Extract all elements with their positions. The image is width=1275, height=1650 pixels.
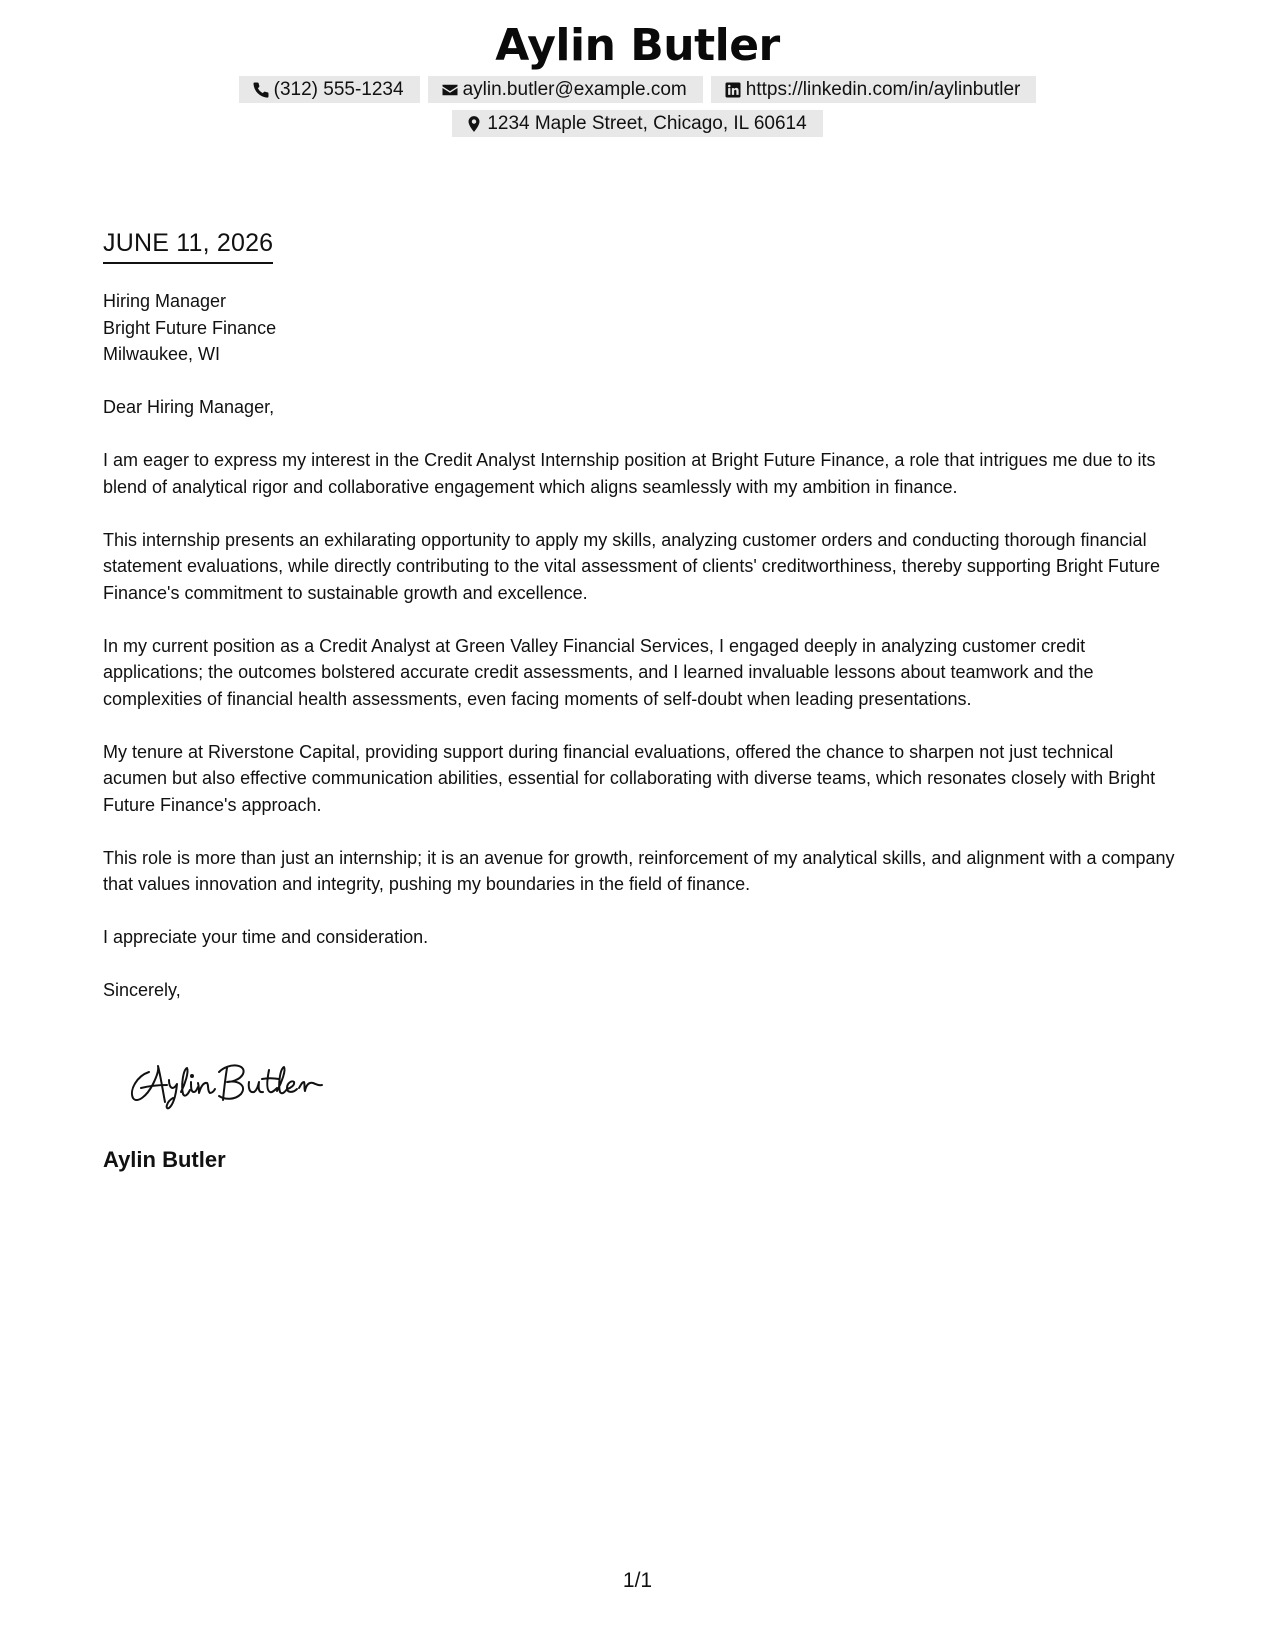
handwritten-signature [127,1058,337,1110]
letter-header [0,18,1275,137]
body-paragraph: I am eager to express my interest in the Credit Analyst Internship position at Bright Future Finance, a role that intrigues me due to its blend of analytical rigor and collaborative engagement which aligns seamlessly with my ambition in finance. [103,450,1156,497]
recipient-company: Bright Future Finance [103,317,277,338]
letter-body [103,288,1178,1030]
map-marker-icon [465,115,483,133]
recipient-title: Hiring Manager [103,291,227,311]
contact-row-primary [0,76,1275,103]
envelope-icon [441,81,459,99]
closing-line: Sincerely, [103,980,181,1000]
body-paragraph: My tenure at Riverstone Capital, providing support during financial evaluations, offered the chance to sharpen not just technical acumen but also effective communication abilities, essential for collaborating with diverse teams, which resonates closely with Bright Future Finance's approach. [103,741,1156,815]
letter-date: JUNE 11, 2026 [103,228,273,264]
page-indicator: 1/1 [622,1569,653,1592]
body-paragraph: In my current position as a Credit Analyst at Green Valley Financial Services, I engaged deeply in analyzing customer credit applications; the outcomes bolstered accurate credit assessments, and I learned invaluable lessons about teamwork and the complexities of financial health assessments, even facing moments of self-doubt when leading presentations. [103,635,1094,709]
phone-contact [239,76,420,103]
body-paragraph: This internship presents an exhilarating opportunity to apply my skills, analyzing customer orders and conducting thorough financial statement evaluations, while directly contributing to the vital assessment of clients' creditworthiness, thereby supporting Bright Future Finance's commitment to sustainable growth and excellence. [103,529,1160,603]
applicant-name: Aylin Butler [495,20,780,71]
linkedin-icon [724,81,742,99]
email-text: aylin.butler@example.com [462,78,687,100]
contact-row-secondary [0,110,1275,137]
linkedin-contact [711,76,1037,103]
linkedin-text: https://linkedin.com/in/aylinbutler [745,78,1021,100]
body-paragraph: This role is more than just an internship; it is an avenue for growth, reinforcement of my analytical skills, and alignment with a company that values innovation and integrity, pushing my boundaries in the field of finance. [103,847,1175,894]
salutation: Dear Hiring Manager, [103,397,275,417]
address-contact [452,110,822,137]
signer-name: Aylin Butler [103,1147,226,1172]
phone-text: (312) 555-1234 [273,78,404,100]
phone-icon [252,81,270,99]
body-paragraph: I appreciate your time and consideration. [103,927,429,947]
address-text: 1234 Maple Street, Chicago, IL 60614 [487,112,807,134]
recipient-block [103,288,1178,368]
recipient-location: Milwaukee, WI [103,344,221,364]
email-contact [428,76,703,103]
